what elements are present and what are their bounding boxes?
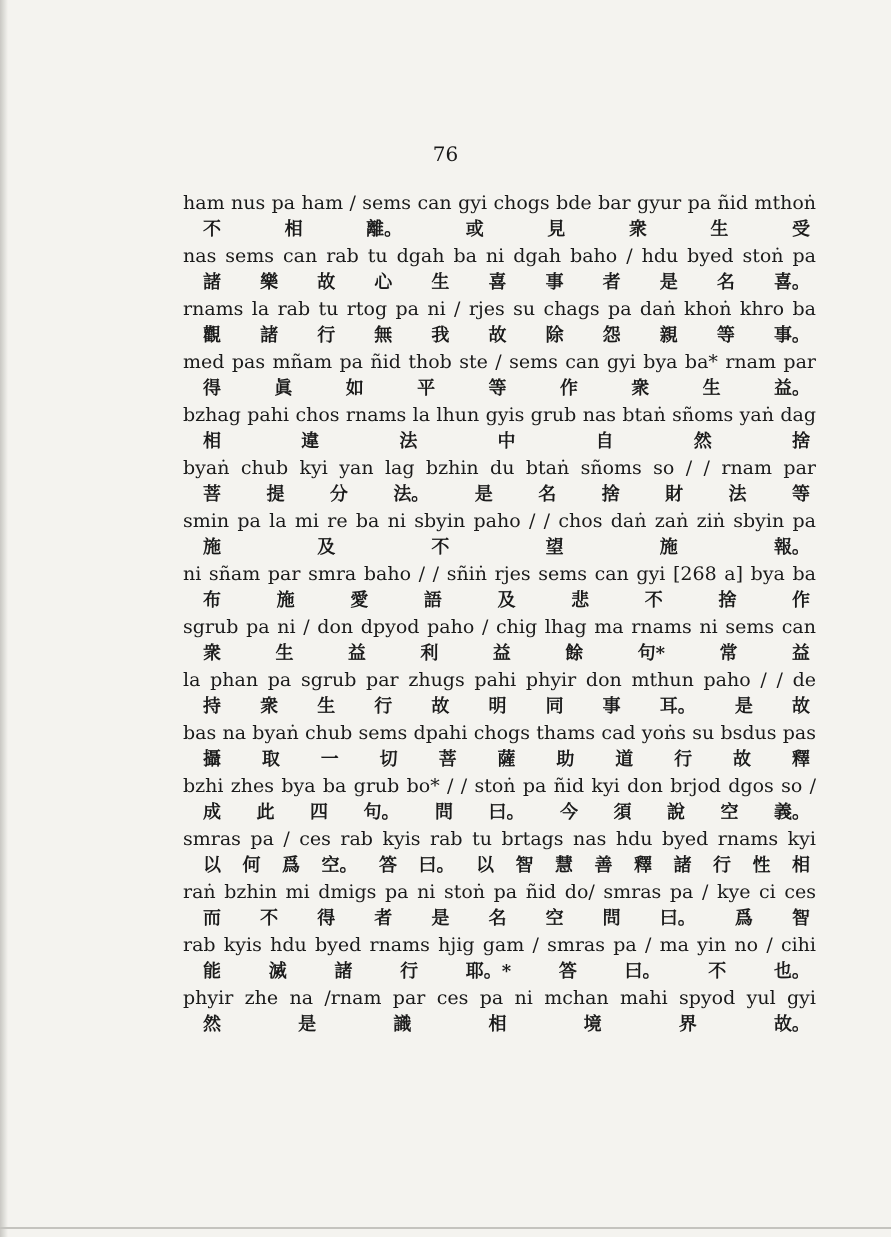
chinese-char: 界 [678, 1014, 697, 1035]
scan-left-edge [0, 0, 8, 1237]
chinese-char: 曰。 [418, 855, 455, 876]
chinese-char: 句。 [363, 802, 400, 823]
chinese-char: 何 [242, 855, 261, 876]
chinese-char: 常 [719, 643, 738, 664]
chinese-char: 怨 [602, 325, 621, 346]
chinese-char: 衆 [203, 643, 221, 664]
chinese-char: 愛 [350, 590, 369, 611]
chinese-char: 義。 [774, 802, 810, 823]
scan-bottom-edge [0, 1227, 891, 1229]
chinese-char: 然 [693, 431, 712, 452]
chinese-char: 布 [203, 590, 221, 611]
chinese-char: 也。 [773, 961, 810, 982]
chinese-char: 益。 [774, 378, 810, 399]
chinese-char: 故 [733, 749, 752, 770]
chinese-char: 行 [713, 855, 731, 876]
chinese-char: 相 [488, 1014, 507, 1035]
chinese-char: 或 [465, 219, 484, 240]
chinese-line [183, 853, 816, 879]
chinese-char: 提 [266, 484, 285, 505]
chinese-char: 得 [317, 908, 336, 929]
chinese-char: 名 [716, 272, 735, 293]
chinese-char: 是 [298, 1014, 317, 1035]
tibetan-line: smras pa / ces rab kyis rab tu brtags nas hdu byed rnams kyi [183, 828, 816, 850]
chinese-line [183, 959, 816, 985]
chinese-char: 須 [613, 802, 632, 823]
tibetan-line: bzhi zhes bya ba grub bo* / / stoṅ pa ñid kyi don brjod dgos so / [183, 775, 816, 797]
chinese-char: 問 [602, 908, 621, 929]
chinese-char: 空 [720, 802, 739, 823]
chinese-line [183, 376, 816, 402]
chinese-char: 法。 [393, 484, 430, 505]
chinese-char: 樂 [260, 272, 279, 293]
chinese-char: 事 [602, 696, 621, 717]
chinese-char: 持 [203, 696, 221, 717]
chinese-char: 釋 [791, 749, 810, 770]
chinese-line [183, 588, 816, 614]
chinese-char: 是 [659, 272, 678, 293]
chinese-char: 離。 [366, 219, 403, 240]
chinese-char: 作 [792, 590, 810, 611]
chinese-char: 事 [545, 272, 564, 293]
tibetan-line: rnams la rab tu rtog pa ni / rjes su chags pa daṅ khoṅ khro ba [183, 298, 816, 320]
chinese-char: 行 [317, 325, 336, 346]
chinese-char: 諸 [203, 272, 221, 293]
chinese-char: 事。 [773, 325, 810, 346]
chinese-char: 釋 [634, 855, 652, 876]
chinese-char: 得 [203, 378, 221, 399]
chinese-char: 故 [317, 272, 336, 293]
chinese-char: 等 [791, 484, 810, 505]
chinese-char: 同 [545, 696, 564, 717]
chinese-char: 語 [423, 590, 442, 611]
tibetan-line: phyir zhe na /rnam par ces pa ni mchan mahi spyod yul gyi [183, 987, 816, 1009]
chinese-char: 分 [329, 484, 348, 505]
chinese-char: 諸 [334, 961, 353, 982]
chinese-char: 答 [558, 961, 577, 982]
chinese-char: 捨 [791, 431, 810, 452]
chinese-char: 益 [347, 643, 366, 664]
chinese-char: 善 [594, 855, 613, 876]
chinese-char: 生 [431, 272, 450, 293]
chinese-char: 故 [791, 696, 810, 717]
chinese-char: 薩 [497, 749, 516, 770]
chinese-char: 滅 [268, 961, 287, 982]
chinese-char: 故 [488, 325, 507, 346]
chinese-char: 相 [203, 431, 221, 452]
chinese-char: 利 [420, 643, 439, 664]
chinese-char: 悲 [571, 590, 590, 611]
page-number: 76 [432, 142, 459, 166]
chinese-char: 無 [374, 325, 393, 346]
chinese-char: 空。 [321, 855, 358, 876]
chinese-char: 以 [203, 855, 221, 876]
chinese-char: 餘 [565, 643, 584, 664]
chinese-char: 答 [379, 855, 397, 876]
chinese-char: 者 [602, 272, 621, 293]
chinese-char: 相 [792, 855, 810, 876]
chinese-char: 生 [275, 643, 294, 664]
tibetan-line: raṅ bzhin mi dmigs pa ni stoṅ pa ñid do/ smras pa / kye ci ces [183, 881, 816, 903]
chinese-char: 及 [317, 537, 336, 558]
chinese-char: 施 [276, 590, 295, 611]
chinese-char: 施 [203, 537, 221, 558]
chinese-char: 法 [399, 431, 418, 452]
chinese-char: 四 [310, 802, 328, 823]
chinese-line [183, 217, 816, 243]
chinese-char: 空 [545, 908, 564, 929]
chinese-char: 切 [379, 749, 398, 770]
chinese-char: 境 [583, 1014, 602, 1035]
chinese-char: 行 [400, 961, 419, 982]
tibetan-line: rab kyis hdu byed rnams hjig gam / smras pa / ma yin no / cihi [183, 934, 816, 956]
chinese-char: 是 [431, 908, 450, 929]
chinese-char: 者 [374, 908, 393, 929]
chinese-char: 受 [791, 219, 810, 240]
tibetan-line: sgrub pa ni / don dpyod paho / chig lhag ma rnams ni sems can [183, 616, 816, 638]
chinese-char: 不 [260, 908, 279, 929]
chinese-line [183, 906, 816, 932]
chinese-char: 而 [203, 908, 221, 929]
chinese-char: 行 [674, 749, 693, 770]
chinese-char: 不 [431, 537, 450, 558]
tibetan-line: bas na byaṅ chub sems dpahi chogs thams cad yoṅs su bsdus pas [183, 722, 816, 744]
chinese-char: 取 [261, 749, 280, 770]
chinese-char: 曰。 [624, 961, 661, 982]
chinese-char: 名 [488, 908, 507, 929]
chinese-char: 攝 [203, 749, 221, 770]
chinese-char: 捨 [718, 590, 737, 611]
chinese-char: 性 [752, 855, 771, 876]
chinese-char: 能 [203, 961, 221, 982]
chinese-char: 慧 [555, 855, 573, 876]
chinese-char: 觀 [203, 325, 221, 346]
chinese-char: 除 [545, 325, 564, 346]
chinese-char: 衆 [628, 219, 647, 240]
chinese-char: 益 [791, 643, 810, 664]
chinese-char: 諸 [260, 325, 279, 346]
tibetan-line: nas sems can rab tu dgah ba ni dgah baho / hdu byed stoṅ pa [183, 245, 816, 267]
chinese-char: 不 [708, 961, 727, 982]
chinese-char: 菩 [438, 749, 457, 770]
chinese-char: 識 [393, 1014, 412, 1035]
chinese-char: 相 [284, 219, 303, 240]
chinese-char: 衆 [631, 378, 650, 399]
chinese-char: 自 [595, 431, 614, 452]
chinese-char: 今 [560, 802, 578, 823]
chinese-line [183, 270, 816, 296]
chinese-char: 平 [417, 378, 436, 399]
chinese-char: 行 [374, 696, 393, 717]
chinese-char: 是 [474, 484, 493, 505]
chinese-line [183, 694, 816, 720]
chinese-char: 違 [301, 431, 320, 452]
tibetan-line: smin pa la mi re ba ni sbyin paho / / chos daṅ zaṅ ziṅ sbyin pa [183, 510, 816, 532]
chinese-char: 曰。 [488, 802, 525, 823]
chinese-char: 益 [492, 643, 511, 664]
tibetan-line: ham nus pa ham / sems can gyi chogs bde bar gyur pa ñid mthoṅ [183, 192, 816, 214]
chinese-char: 問 [435, 802, 453, 823]
chinese-line [183, 535, 816, 561]
tibetan-line: byaṅ chub kyi yan lag bzhin du btaṅ sñoms so / / rnam par [183, 457, 816, 479]
chinese-char: 助 [556, 749, 575, 770]
chinese-char: 眞 [274, 378, 293, 399]
chinese-char: 衆 [260, 696, 279, 717]
chinese-char: 故 [431, 696, 450, 717]
chinese-char: 如 [345, 378, 364, 399]
chinese-char: 菩 [203, 484, 221, 505]
chinese-char: 望 [545, 537, 564, 558]
chinese-char: 法 [728, 484, 747, 505]
chinese-char: 曰。 [659, 908, 696, 929]
chinese-char: 生 [317, 696, 336, 717]
chinese-char: 明 [488, 696, 507, 717]
chinese-char: 施 [659, 537, 678, 558]
chinese-char: 成 [203, 802, 221, 823]
chinese-char: 不 [644, 590, 663, 611]
chinese-line [183, 641, 816, 667]
chinese-char: 智 [515, 855, 534, 876]
tibetan-line: la phan pa sgrub par zhugs pahi phyir don mthun paho / / de [183, 669, 816, 691]
chinese-char: 耳。 [659, 696, 696, 717]
chinese-line [183, 323, 816, 349]
chinese-char: 名 [538, 484, 557, 505]
chinese-char: 然 [203, 1014, 221, 1035]
chinese-char: 道 [615, 749, 634, 770]
chinese-char: 是 [734, 696, 753, 717]
tibetan-line: med pas mñam pa ñid thob ste / sems can gyi bya ba* rnam par [183, 351, 816, 373]
chinese-char: 等 [716, 325, 735, 346]
chinese-char: 喜。 [773, 272, 810, 293]
chinese-char: 中 [497, 431, 516, 452]
chinese-char: 等 [488, 378, 507, 399]
chinese-char: 作 [559, 378, 578, 399]
chinese-char: 不 [203, 219, 221, 240]
chinese-char: 句* [637, 643, 666, 664]
chinese-char: 生 [710, 219, 729, 240]
chinese-char: 親 [659, 325, 678, 346]
tibetan-line: ni sñam par smra baho / / sñiṅ rjes sems can gyi [268 a] bya ba [183, 563, 816, 585]
chinese-char: 及 [497, 590, 516, 611]
chinese-char: 爲 [734, 908, 753, 929]
chinese-char: 耶。* [465, 961, 512, 982]
chinese-char: 此 [256, 802, 275, 823]
chinese-char: 報。 [773, 537, 810, 558]
chinese-char: 見 [547, 219, 566, 240]
chinese-char: 財 [665, 484, 684, 505]
chinese-char: 諸 [673, 855, 692, 876]
chinese-char: 以 [476, 855, 494, 876]
chinese-char: 喜 [488, 272, 507, 293]
chinese-char: 心 [374, 272, 393, 293]
chinese-char: 智 [791, 908, 810, 929]
chinese-char: 故。 [773, 1014, 810, 1035]
chinese-char: 說 [667, 802, 685, 823]
chinese-line [183, 1012, 816, 1038]
chinese-char: 爲 [282, 855, 300, 876]
chinese-char: 生 [702, 378, 721, 399]
chinese-line [183, 747, 816, 773]
chinese-char: 捨 [601, 484, 620, 505]
chinese-line [183, 482, 816, 508]
chinese-char: 我 [431, 325, 450, 346]
interlinear-text [183, 190, 816, 1038]
chinese-line [183, 429, 816, 455]
chinese-char: 一 [320, 749, 339, 770]
chinese-line [183, 800, 816, 826]
tibetan-line: bzhag pahi chos rnams la lhun gyis grub nas btaṅ sñoms yaṅ dag [183, 404, 816, 426]
